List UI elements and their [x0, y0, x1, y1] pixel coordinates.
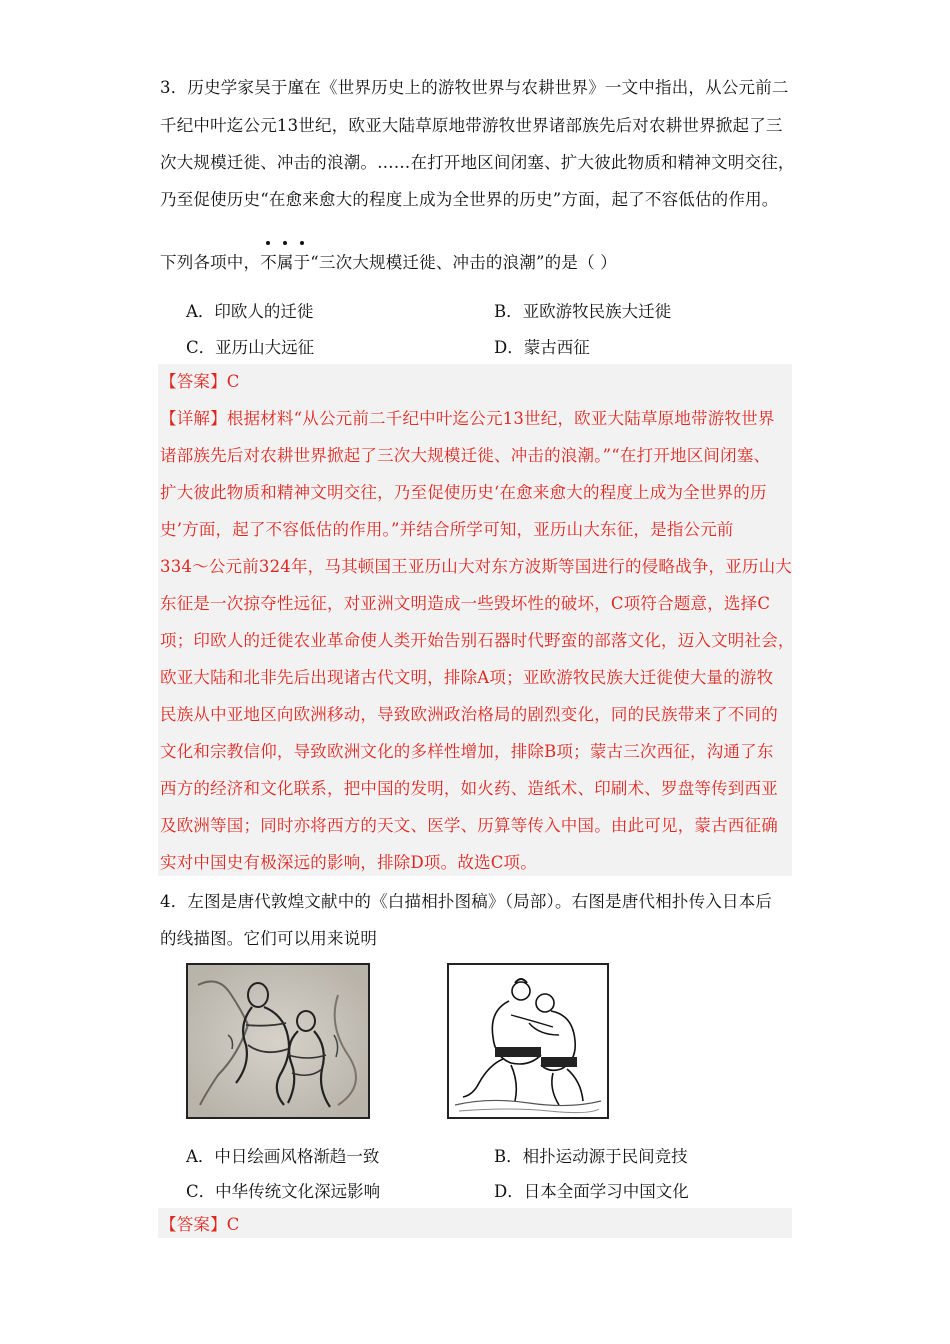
q3-option-c[interactable]: C．亚历山大远征: [186, 338, 315, 357]
japanese-sumo-line-drawing-image: [447, 963, 609, 1119]
q4-option-c[interactable]: C．中华传统文化深远影响: [186, 1182, 381, 1201]
q3-analysis-line-2: 诸部族先后对农耕世界掀起了三次大规模迁徙、冲击的浪潮。”“在打开地区间闭塞、: [160, 446, 771, 465]
q4-option-a[interactable]: A．中日绘画风格渐趋一致: [186, 1147, 380, 1166]
q4-option-d[interactable]: D．日本全面学习中国文化: [494, 1182, 689, 1201]
q3-stem-line-2: 千纪中叶迄公元13世纪，欧亚大陆草原地带游牧世界诸部族先后对农耕世界掀起了三: [160, 116, 783, 135]
q3-option-d[interactable]: D．蒙古西征: [494, 338, 590, 357]
sumo-illustration: [449, 965, 607, 1117]
q3-analysis-line-10: 文化和宗教信仰，导致欧洲文化的多样性增加，排除B项；蒙古三次西征，沟通了东: [160, 742, 774, 761]
q3-analysis-line-4: 史’方面，起了不容低估的作用。”并结合所学可知，亚历山大东征，是指公元前: [160, 520, 734, 539]
q4-answer-block: [158, 1208, 792, 1238]
q3-analysis-line-9: 民族从中亚地区向欧洲移动，导致欧洲政治格局的剧烈变化，同的民族带来了不同的: [160, 705, 778, 724]
emphasis-dot: [300, 241, 304, 245]
q3-answer: 【答案】C: [160, 372, 240, 391]
q3-option-a[interactable]: A．印欧人的迁徙: [186, 302, 314, 321]
q3-analysis-line-6: 东征是一次掠夺性远征，对亚洲文明造成一些毁坏性的破坏，C项符合题意，选择C: [160, 594, 771, 613]
q3-analysis-line-8: 欧亚大陆和北非先后出现诸古代文明，排除A项；亚欧游牧民族大迁徙使大量的游牧: [160, 668, 774, 687]
sketch-illustration: [188, 965, 368, 1117]
q3-stem-line-4: 乃至促使历史“在愈来愈大的程度上成为全世界的历史”方面，起了不容低估的作用。: [160, 190, 779, 209]
emphasis-dot: [266, 241, 270, 245]
q3-analysis-line-11: 西方的经济和文化联系，把中国的发明，如火药、造纸术、印刷术、罗盘等传到西亚: [160, 779, 778, 798]
q4-option-b[interactable]: B．相扑运动源于民间竞技: [494, 1147, 688, 1166]
q3-option-b[interactable]: B．亚欧游牧民族大迁徙: [494, 302, 672, 321]
q3-stem-line-1: 3．历史学家吴于廑在《世界历史上的游牧世界与农耕世界》一文中指出，从公元前二: [160, 78, 789, 97]
q4-stem-line-1: 4．左图是唐代敦煌文献中的《白描相扑图稿》（局部）。右图是唐代相扑传入日本后: [160, 892, 773, 911]
q3-analysis-line-12: 及欧洲等国；同时亦将西方的天文、医学、历算等传入中国。由此可见，蒙古西征确: [160, 816, 778, 835]
emphasis-dot: [283, 241, 287, 245]
q4-answer: 【答案】C: [160, 1215, 240, 1234]
q3-analysis-line-3: 扩大彼此物质和精神文明交往，乃至促使历史‘在愈来愈大的程度上成为全世界的历: [160, 483, 767, 502]
dunhuang-sumo-sketch-image: [186, 963, 370, 1119]
q3-analysis-line-13: 实对中国史有极深远的影响，排除D项。故选C项。: [160, 853, 537, 872]
q3-answer-block: [158, 364, 795, 876]
q3-analysis-label: 【详解】: [160, 409, 227, 428]
q4-stem-line-2: 的线描图。它们可以用来说明: [160, 929, 378, 948]
q3-analysis-line-5: 334～公元前324年，马其顿国王亚历山大对东方波斯等国进行的侵略战争，亚历山大: [160, 557, 792, 576]
q3-stem-line-3: 次大规模迁徙、冲击的浪潮。……在打开地区间闭塞、扩大彼此物质和精神文明交往，: [160, 153, 795, 172]
q3-prompt: 下列各项中，不属于“三次大规模迁徙、冲击的浪潮”的是（ ）: [160, 253, 617, 272]
q3-analysis-line-1: 根据材料“从公元前二千纪中叶迄公元13世纪，欧亚大陆草原地带游牧世界: [226, 409, 775, 428]
q3-analysis-line-7: 项；印欧人的迁徙农业革命使人类开始告别石器时代野蛮的部落文化，迈入文明社会，: [160, 631, 795, 650]
